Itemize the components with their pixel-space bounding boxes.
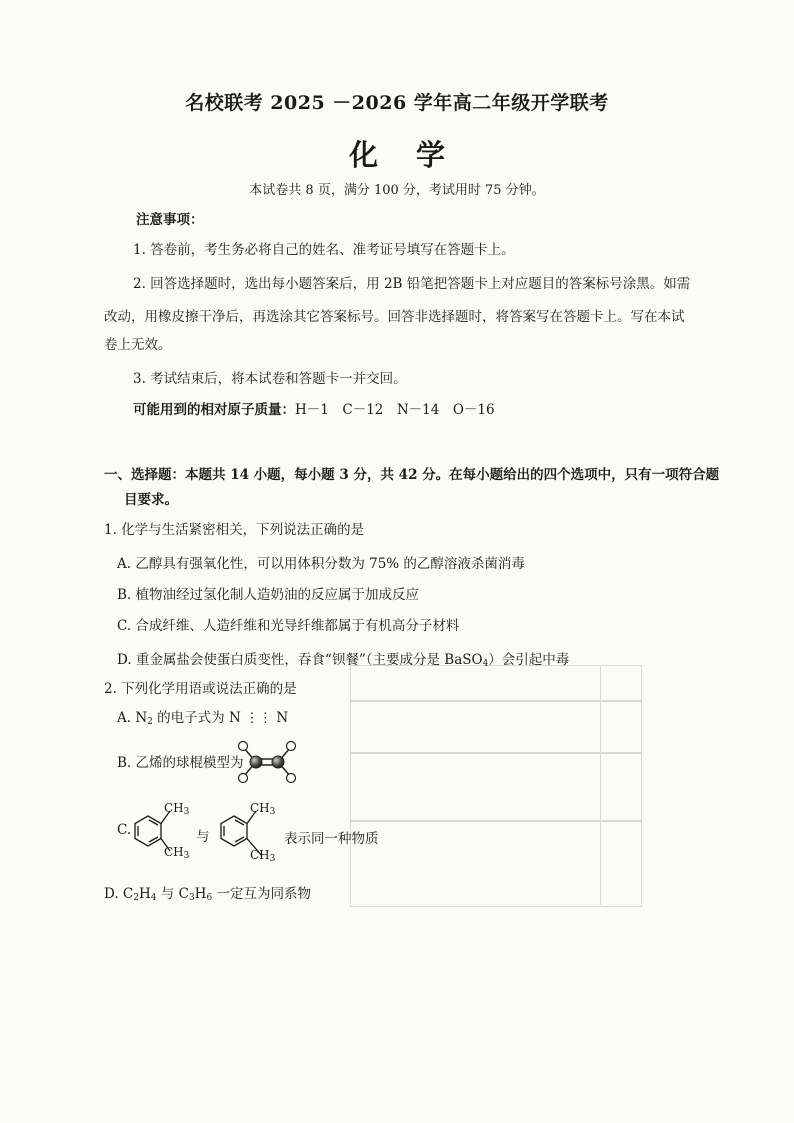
question-2-option-b: B. 乙烯的球棍模型为 (117, 755, 244, 771)
formula-part: D. C (104, 886, 134, 902)
question-2-option-a (117, 706, 288, 726)
question-2-option-d (104, 882, 311, 902)
question-1-option-c: C. 合成纤维、人造纤维和光导纤维都属于有机高分子材料 (117, 618, 460, 634)
formula-part: 与 C (156, 886, 189, 902)
bleed-through-row (350, 820, 642, 822)
subject-title: 化 学 (348, 138, 460, 172)
formula-part: H (194, 886, 207, 902)
ch-text: CH (164, 845, 184, 859)
notice-item-2-line-1: 2. 回答选择题时，选出每小题答案后，用 2B 铅笔把答题卡上对应题目的答案标号涂黑。如需 (133, 276, 691, 292)
question-2-option-c-with: 与 (196, 829, 210, 845)
subscript: 3 (269, 854, 276, 864)
notice-heading: 注意事项： (136, 212, 204, 228)
question-1-option-d (117, 648, 569, 668)
question-2-stem: 2. 下列化学用语或说法正确的是 (104, 681, 297, 697)
bleed-through-row (350, 700, 642, 702)
subscript: 3 (183, 851, 190, 861)
option-a-prefix: A. N (117, 710, 148, 726)
notice-item-3: 3. 考试结束后，将本试卷和答题卡一并交回。 (133, 371, 407, 387)
section-heading-line-2: 目要求。 (124, 492, 178, 508)
atomic-mass-label: 可能用到的相对原子质量： (133, 402, 295, 418)
page-title: 名校联考 2025 －2026 学年高二年级开学联考 (185, 92, 609, 114)
question-2-option-c-suffix: 表示同一种物质 (284, 831, 379, 847)
question-1-option-a: A. 乙醇具有强氧化性，可以用体积分数为 75% 的乙醇溶液杀菌消毒 (117, 556, 525, 572)
notice-item-1: 1. 答卷前，考生务必将自己的姓名、准考证号填写在答题卡上。 (133, 242, 515, 258)
notice-item-2-line-3: 卷上无效。 (104, 337, 172, 353)
ch-text: CH (250, 848, 270, 862)
ch-text: CH (164, 801, 184, 815)
option-d-text: D. 重金属盐会使蛋白质变性，吞食“钡餐”（主要成分是 BaSO (117, 652, 483, 668)
ch-text: CH (250, 801, 270, 815)
subscript: 4 (150, 893, 157, 903)
atomic-mass-values: H－1 C－12 N－14 O－16 (295, 402, 495, 418)
bleed-through-row (350, 752, 642, 754)
subscript: 6 (206, 893, 213, 903)
subscript: 2 (133, 893, 139, 903)
exam-info: 本试卷共 8 页，满分 100 分，考试用时 75 分钟。 (249, 183, 545, 198)
section-heading-line-1: 一、选择题：本题共 14 小题，每小题 3 分，共 42 分。在每小题给出的四个选项中，只有一项符合题 (104, 467, 720, 483)
ethylene-ball-stick-model-icon (236, 738, 298, 784)
methyl-label (250, 801, 275, 815)
option-a-mid: 的电子式为 (152, 710, 229, 726)
question-1-option-b: B. 植物油经过氢化制人造奶油的反应属于加成反应 (117, 587, 420, 603)
subscript: 4 (482, 659, 489, 669)
methyl-label (164, 801, 189, 815)
atomic-mass-line (133, 398, 495, 418)
subscript: 3 (269, 807, 276, 817)
methyl-label (164, 845, 189, 859)
formula-part: 一定互为同系物 (212, 886, 311, 902)
n2-electron-formula: N ⋮⋮ N (228, 710, 289, 726)
subscript: 3 (183, 807, 190, 817)
methyl-label (250, 848, 275, 862)
subscript: 3 (188, 893, 195, 903)
question-1-stem: 1. 化学与生活紧密相关，下列说法正确的是 (104, 522, 365, 538)
subscript: 2 (147, 717, 153, 727)
option-d-text-end: ）会引起中毒 (488, 652, 570, 668)
notice-item-2-line-2: 改动，用橡皮擦干净后，再选涂其它答案标号。回答非选择题时，将答案写在答题卡上。写在本试 (104, 309, 685, 325)
question-2-option-c-label: C. (117, 822, 132, 838)
formula-part: H (139, 886, 151, 902)
